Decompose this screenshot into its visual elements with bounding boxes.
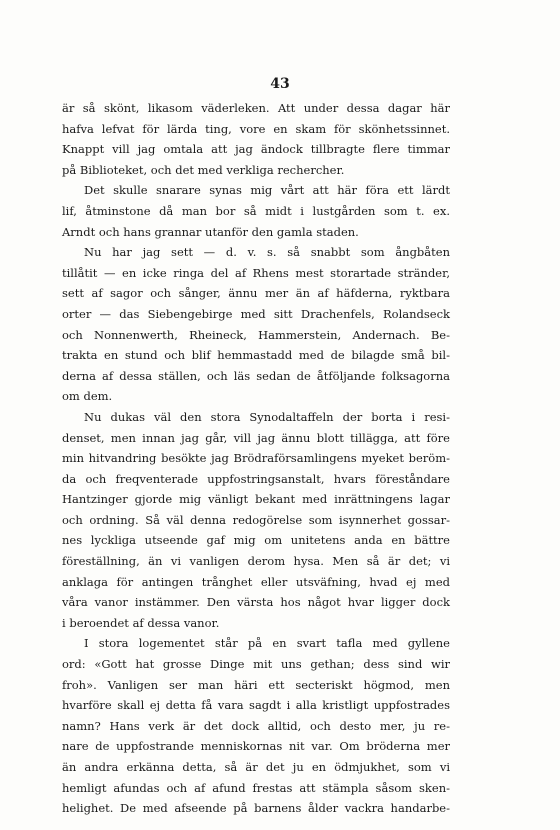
text-line: I stora logementet står på en svart tafla med gyllene	[84, 636, 450, 651]
text-line: Nu har jag sett — d. v. s. så snabbt som ångbåten	[84, 245, 450, 260]
text-line: derna af dessa ställen, och läs sedan de åtföljande folksagorna	[62, 368, 450, 383]
text-line: föreställning, än vi vanligen derom hysa. Men så är det; vi	[62, 554, 450, 569]
text-line: hemligt afundas och af afund frestas att stämpla såsom sken-	[62, 780, 450, 795]
text-line: froh». Vanligen ser man häri ett secteriskt högmod, men	[62, 677, 450, 692]
page-number: 43	[270, 76, 290, 92]
text-line: är så skönt, likasom väderleken. Att under dessa dagar här	[62, 101, 450, 115]
text-line: än andra erkänna detta, så är det ju en ödmjukhet, som vi	[62, 760, 450, 774]
text-line: hvarföre skall ej detta få vara sagdt i alla kristligt uppfostrades	[62, 698, 450, 713]
text-line: Nu dukas väl den stora Synodaltaffeln der borta i resi-	[84, 409, 450, 424]
text-line: denset, men innan jag går, vill jag ännu blott tillägga, att före	[62, 430, 450, 445]
text-line: och Nonnenwerth, Rheineck, Hammerstein, Andernach. Be-	[62, 327, 450, 342]
text-line: orter — das Siebengebirge med sitt Drachenfels, Rolandseck	[62, 306, 450, 321]
text-line: i beroendet af dessa vanor.	[62, 615, 220, 630]
text-line: helighet. De med afseende på barnens ålder vackra handarbe-	[62, 801, 450, 816]
text-line: hafva lefvat för lärda ting, vore en skam för skönhetssinnet.	[62, 121, 450, 136]
text-line: tillåtit — en icke ringa del af Rhens mest storartade stränder,	[62, 265, 450, 280]
text-line: namn? Hans verk är det dock alltid, och desto mer, ju re-	[62, 718, 450, 733]
text-line: da och freqventerade uppfostringsanstalt, hvars föreståndare	[62, 471, 450, 486]
text-line: lif, åtminstone då man bor så midt i lustgården som t. ex.	[62, 203, 450, 218]
text-line: Knappt vill jag omtala att jag ändock tillbragte flere timmar	[62, 142, 450, 157]
text-line: nes lyckliga utseende gaf mig om unitetens anda en bättre	[62, 533, 450, 548]
text-line: ord: «Gott hat grosse Dinge mit uns gethan; dess sind wir	[62, 657, 450, 672]
text-line: Det skulle snarare synas mig vårt att här föra ett lärdt	[84, 183, 450, 198]
text-line: nare de uppfostrande menniskornas nit var. Om bröderna mer	[62, 739, 450, 754]
text-line: om dem.	[62, 389, 113, 404]
text-line: sett af sagor och sånger, ännu mer än af häfderna, ryktbara	[62, 286, 450, 301]
text-line: trakta en stund och blif hemmastadd med de bilagde små bil-	[62, 348, 450, 363]
text-line: min hitvandring besökte jag Brödraförsamlingens myeket beröm-	[62, 451, 450, 466]
text-line: på Biblioteket, och det med verkliga rechercher.	[62, 162, 345, 177]
text-line: våra vanor instämmer. Den värsta hos något hvar ligger dock	[62, 595, 450, 610]
body-text	[62, 98, 450, 819]
text-line: anklaga för antingen trånghet eller utsväfning, hvad ej med	[62, 574, 450, 589]
text-line: och ordning. Så väl denna redogörelse som isynnerhet gossar-	[62, 512, 450, 527]
text-line: Arndt och hans grannar utanför den gamla staden.	[62, 224, 359, 239]
text-line: Hantzinger gjorde mig vänligt bekant med inrättningens lagar	[62, 492, 450, 507]
